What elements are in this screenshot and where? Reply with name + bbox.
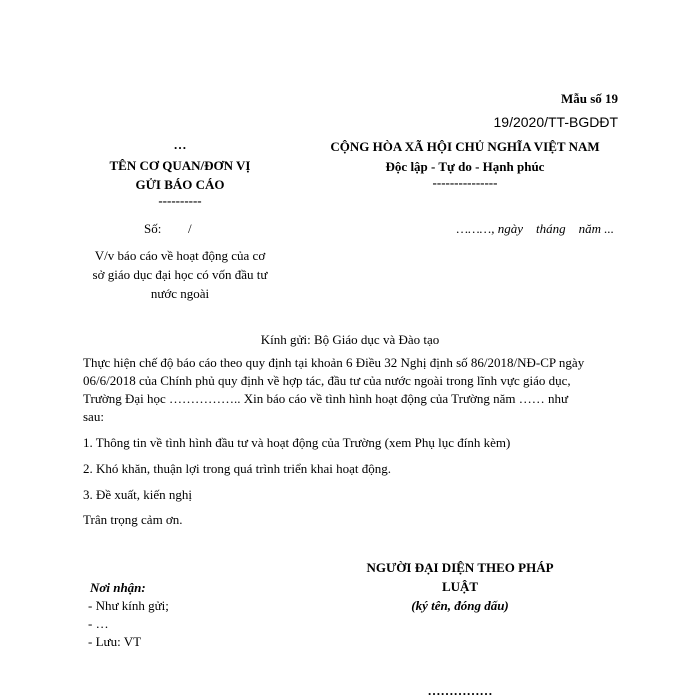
intro-paragraph — [83, 354, 619, 426]
subject-line-1: V/v báo cáo về hoạt động của cơ — [94, 248, 266, 263]
recipients-label: Nơi nhận: — [90, 580, 146, 595]
signature-title-1: NGƯỜI ĐẠI DIỆN THEO PHÁP — [366, 560, 554, 575]
subject-line-2: sở giáo dục đại học có vốn đầu tư — [92, 267, 268, 282]
document-number-label: Số: — [144, 221, 162, 236]
circular-number: 19/2020/TT-BGDĐT — [493, 114, 618, 130]
right-header-divider: --------------- — [432, 175, 498, 190]
place-date: ………, ngày tháng năm ... — [456, 221, 614, 236]
intro-line-4: sau: — [83, 409, 104, 424]
intro-line-1: Thực hiện chế độ báo cáo theo quy định tại khoản 6 Điều 32 Nghị định số 86/2018/NĐ-CP ngày — [83, 355, 585, 370]
signature-note: (ký tên, đóng dấu) — [411, 598, 509, 613]
left-header-dots: … — [173, 137, 187, 152]
signature-name-dots: …………… — [427, 683, 493, 698]
form-number: Mẫu số 19 — [560, 91, 618, 106]
nation-title: CỘNG HÒA XÃ HỘI CHỦ NGHĨA VIỆT NAM — [330, 139, 600, 154]
recipients-item-3: - Lưu: VT — [88, 634, 142, 649]
document-number-slash: / — [188, 221, 192, 236]
subject-line-3: nước ngoài — [150, 286, 210, 301]
intro-line-3: Trường Đại học …………….. Xin báo cáo về tình hình hoạt động của Trường năm …… như — [83, 391, 569, 406]
closing-line: Trân trọng cảm ơn. — [83, 512, 183, 527]
left-header-divider: ---------- — [158, 193, 202, 208]
intro-line-2: 06/6/2018 của Chính phủ quy định về hợp tác, đầu tư của nước ngoài trong lĩnh vực giáo dục, — [83, 373, 571, 388]
recipients-item-2: - … — [88, 616, 109, 631]
nation-motto: Độc lập - Tự do - Hạnh phúc — [385, 159, 545, 174]
signature-title-2: LUẬT — [441, 579, 479, 594]
agency-sender: GỬI BÁO CÁO — [135, 177, 225, 192]
item-3: 3. Đề xuất, kiến nghị — [83, 487, 193, 502]
recipient-line: Kính gửi: Bộ Giáo dục và Đào tạo — [260, 332, 440, 347]
item-2: 2. Khó khăn, thuận lợi trong quá trình triển khai hoạt động. — [83, 461, 391, 476]
recipients-item-1: - Như kính gửi; — [88, 598, 169, 613]
item-1: 1. Thông tin về tình hình đầu tư và hoạt động của Trường (xem Phụ lục đính kèm) — [83, 435, 511, 450]
agency-name: TÊN CƠ QUAN/ĐƠN VỊ — [109, 158, 251, 173]
